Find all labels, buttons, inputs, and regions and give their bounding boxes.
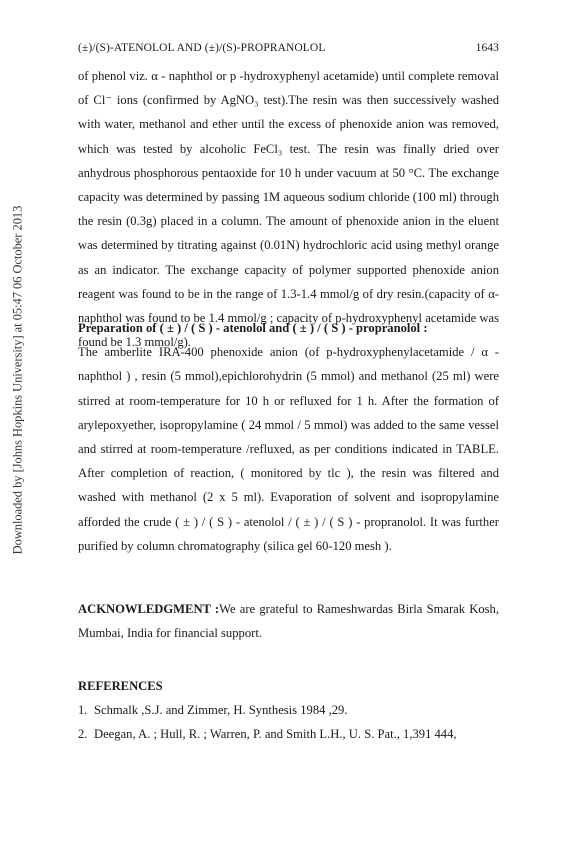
paragraph-procedure: The amberlite IRA-400 phenoxide anion (of p-hydroxyphenylacetamide / α - naphthol ) , resin (5 mmol),epichlorohydrin (5 mmol) and methanol (25 ml) were stirred at room-temperature for 10 h or refluxed for 1 h. After the formation of arylepoxyether, isopropylamine ( 24 mmol / 5 mmol) was added to the same vessel and stirred at room-temperature /refluxed, as per conditions indicated in TABLE. After completion of reaction, ( monitored by tlc ), the resin was filtered and washed with methanol (2 x 5 ml). Evaporation of solvent and isopropylamine afforded the crude ( ± ) / ( S ) - atenolol / ( ± ) / ( S ) - propranolol. It was further purified by column chromatography (silica gel 60-120 mesh ). <box>78 345 499 553</box>
reference-text: Deegan, A. ; Hull, R. ; Warren, P. and Smith L.H., U. S. Pat., 1,391 444, <box>94 727 457 742</box>
ack-text: We are grateful to Rameshwardas Birla Smarak Kosh, Mumbai, India for financial support. <box>78 602 499 641</box>
download-watermark-text: Downloaded by [Johns Hopkins University] at 05:47 06 October 2013 <box>10 205 25 555</box>
acknowledgment <box>78 597 499 645</box>
references-list <box>78 698 518 746</box>
ack-label: ACKNOWLEDGMENT : <box>78 602 220 616</box>
preparation-section <box>78 316 499 558</box>
reference-text: Schmalk ,S.J. and Zimmer, H. Synthesis 1984 ,29. <box>94 703 348 717</box>
section-heading: Preparation of ( ± ) / ( S ) - atenolol and ( ± ) / ( S ) - propranolol : <box>78 321 428 335</box>
running-title: (±)/(S)-ATENOLOL AND (±)/(S)-PROPRANOLOL <box>78 42 326 54</box>
references-heading: REFERENCES <box>78 679 163 693</box>
page-number: 1643 <box>475 42 499 54</box>
reference-number: 1. <box>78 703 88 717</box>
reference-number: 2. <box>78 727 88 742</box>
reference-item <box>78 722 518 746</box>
reference-item <box>78 698 518 722</box>
paragraph-resin-preparation: of phenol viz. α - naphthol or p -hydroxyphenyl acetamide) until complete removal of Cl⁻ ions (confirmed by AgNO₃ test).The resin was then successively washed with water, methanol and ether until the excess of phenoxide anion was removed, which was tested by alcoholic FeCl₃ test. The resin was finally dried over anhydrous phosphorous pentaoxide for 10 h under vacuum at 50 °C. The exchange capacity was determined by passing 1M aqueous sodium chloride (100 ml) through the resin (0.3g) placed in a column. The amount of phenoxide anion in the eluent was determined by titrating against (0.01N) hydrochloric acid using methyl orange as an indicator. The exchange capacity of polymer supported phenoxide anion reagent was found to be in the range of 1.3-1.4 mmol/g of dry resin.(capacity of α-naphthol was found to be 1.4 mmol/g ; capacity of p-hydroxyphenyl acetamide was found be 1.3 mmol/g). <box>78 69 499 350</box>
download-watermark <box>8 120 28 640</box>
